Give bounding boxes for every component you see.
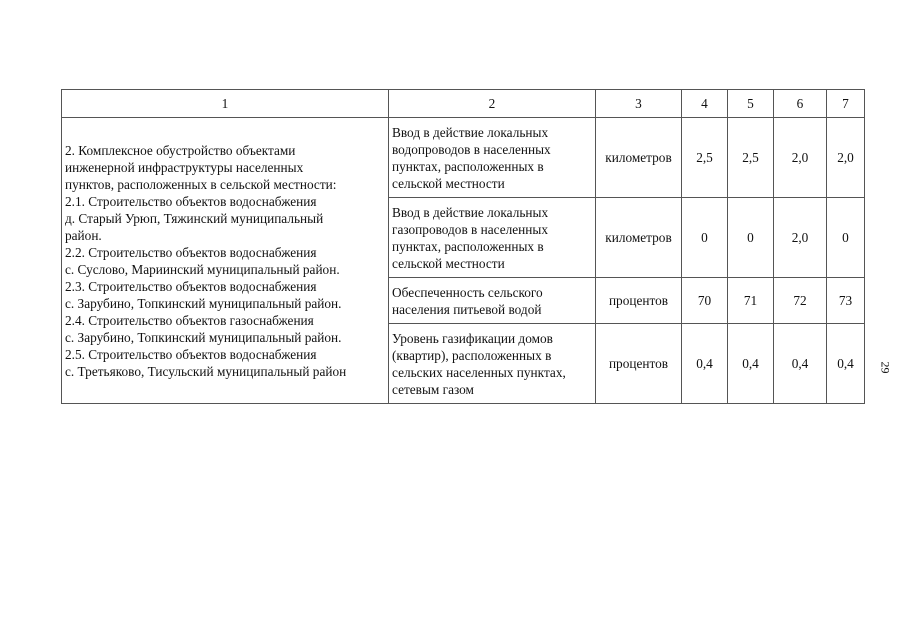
value-cell-7: 2,0 (827, 118, 865, 198)
col-header-1: 1 (62, 90, 389, 118)
indicator-cell (389, 324, 596, 404)
value-cell-4: 0,4 (682, 324, 728, 404)
col-header-4: 4 (682, 90, 728, 118)
value-cell-5: 0,4 (728, 324, 774, 404)
indicator-line: пунктах, расположенных в (392, 158, 544, 174)
indicator-line: (квартир), расположенных в (392, 347, 552, 363)
value-cell-5: 2,5 (728, 118, 774, 198)
description-line: 2.5. Строительство объектов водоснабжения (65, 346, 317, 362)
indicator-line: Ввод в действие локальных (392, 124, 549, 140)
indicator-cell (389, 198, 596, 278)
description-line: с. Зарубино, Топкинский муниципальный район. (65, 329, 342, 345)
description-line: 2.3. Строительство объектов водоснабжения (65, 278, 317, 294)
indicator-line: Ввод в действие локальных (392, 204, 549, 220)
indicator-line: сельских населенных пунктах, (392, 364, 566, 380)
indicator-line: Обеспеченность сельского (392, 284, 543, 300)
value-cell-6: 2,0 (774, 118, 827, 198)
description-line: 2.1. Строительство объектов водоснабжения (65, 193, 317, 209)
col-header-5: 5 (728, 90, 774, 118)
value-cell-6: 72 (774, 278, 827, 324)
page-number: 29 (878, 361, 893, 374)
indicator-cell (389, 118, 596, 198)
indicator-line: сельской местности (392, 175, 505, 191)
description-line: с. Третьяково, Тисульский муниципальный район (65, 363, 347, 379)
value-cell-7: 73 (827, 278, 865, 324)
value-cell-6: 0,4 (774, 324, 827, 404)
description-line: пунктов, расположенных в сельской местности: (65, 176, 337, 192)
col-header-2: 2 (389, 90, 596, 118)
program-description-cell (62, 118, 389, 404)
value-cell-5: 0 (728, 198, 774, 278)
value-cell-7: 0,4 (827, 324, 865, 404)
table-row (62, 118, 865, 198)
indicator-line: Уровень газификации домов (392, 330, 553, 346)
col-header-3: 3 (596, 90, 682, 118)
description-line: с. Зарубино, Топкинский муниципальный район. (65, 295, 342, 311)
unit-cell: километров (596, 198, 682, 278)
value-cell-6: 2,0 (774, 198, 827, 278)
description-line: д. Старый Урюп, Тяжинский муниципальный (65, 210, 324, 226)
unit-cell: процентов (596, 278, 682, 324)
col-header-7: 7 (827, 90, 865, 118)
description-line: 2.4. Строительство объектов газоснабжения (65, 312, 314, 328)
value-cell-4: 0 (682, 198, 728, 278)
description-line: 2.2. Строительство объектов водоснабжения (65, 244, 317, 260)
indicator-line: пунктах, расположенных в (392, 238, 544, 254)
description-line: с. Суслово, Мариинский муниципальный район. (65, 261, 340, 277)
value-cell-4: 70 (682, 278, 728, 324)
value-cell-5: 71 (728, 278, 774, 324)
indicator-cell (389, 278, 596, 324)
unit-cell: процентов (596, 324, 682, 404)
value-cell-4: 2,5 (682, 118, 728, 198)
indicators-table (61, 89, 865, 404)
description-line: инженерной инфраструктуры населенных (65, 159, 304, 175)
description-line: 2. Комплексное обустройство объектами (65, 142, 296, 158)
unit-cell: километров (596, 118, 682, 198)
indicator-line: газопроводов в населенных (392, 221, 548, 237)
description-line: район. (65, 227, 102, 243)
indicator-line: сельской местности (392, 255, 505, 271)
indicator-line: населения питьевой водой (392, 301, 542, 317)
value-cell-7: 0 (827, 198, 865, 278)
col-header-6: 6 (774, 90, 827, 118)
header-row (62, 90, 865, 118)
indicator-line: водопроводов в населенных (392, 141, 551, 157)
indicator-line: сетевым газом (392, 381, 474, 397)
